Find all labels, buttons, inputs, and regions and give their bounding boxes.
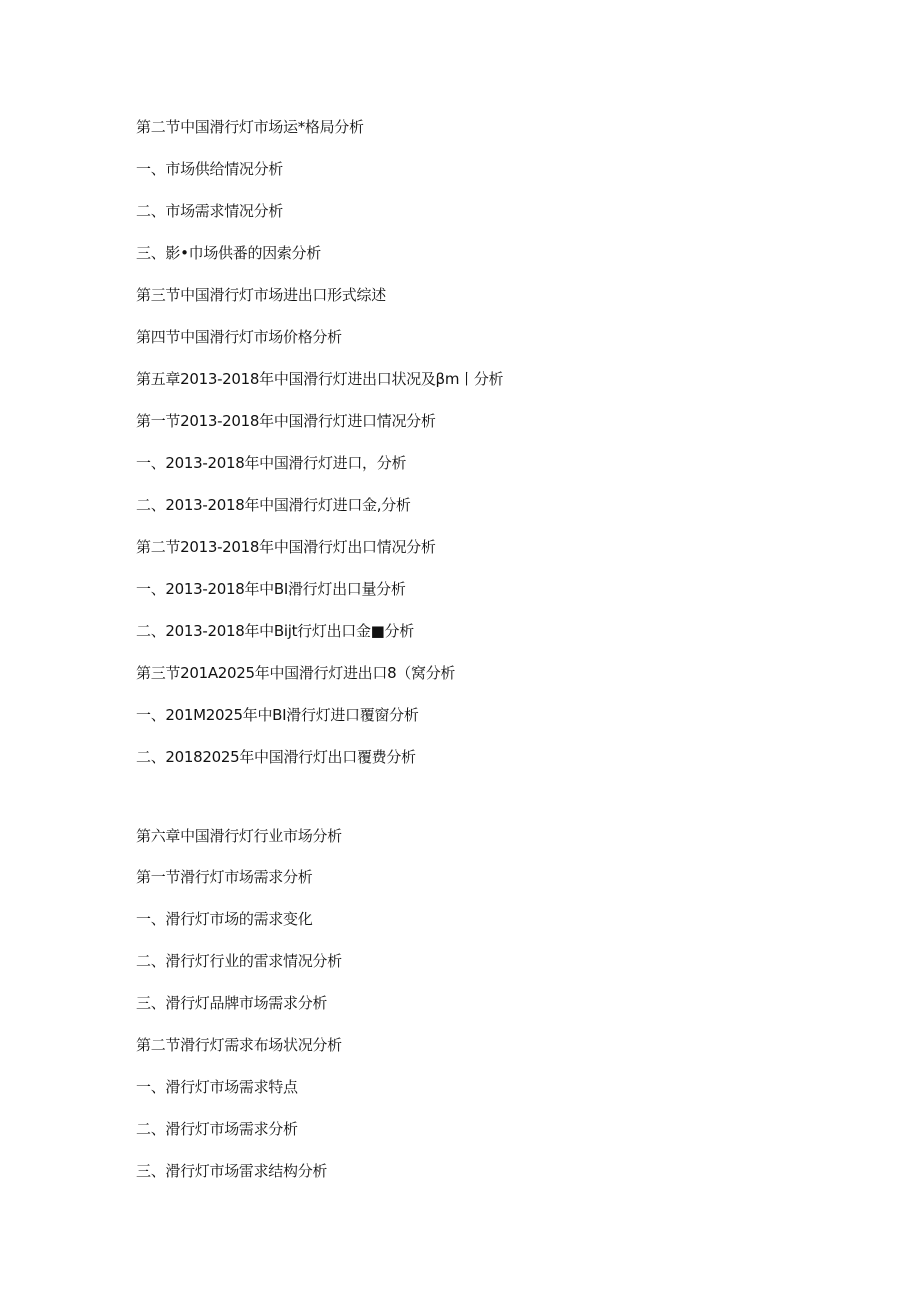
toc-line: 第六章中国滑行灯行业市场分析 [136,827,342,845]
toc-line: 第五章2013-2018年中国滑行灯进出口状况及βm丨分析 [136,370,504,388]
toc-line: 二、滑行灯市场需求分析 [136,1120,298,1138]
toc-line: 三、滑行灯市场雷求结构分析 [136,1162,328,1180]
toc-line: 二、20182025年中国滑行灯出口覆费分析 [136,748,416,766]
toc-line: 二、2013-2018年中国滑行灯进口金,分析 [136,496,411,514]
toc-line: 第三节中国滑行灯市场进出口形式综述 [136,286,386,304]
toc-line: 三、影•巾场供番的因索分析 [136,244,321,262]
toc-line: 一、2013-2018年中BI滑行灯出口量分析 [136,580,406,598]
toc-line: 第一节滑行灯市场需求分析 [136,868,313,886]
toc-line: 二、市场需求情况分析 [136,202,284,220]
toc-line: 三、滑行灯品牌市场需求分析 [136,994,328,1012]
toc-line: 第二节中国滑行灯市场运*格局分析 [136,118,364,136]
toc-line: 第二节滑行灯需求布场状况分析 [136,1036,342,1054]
toc-line: 第三节201A2025年中国滑行灯进出口8（窝分析 [136,664,456,682]
toc-line: 第一节2013-2018年中国滑行灯进口情况分析 [136,412,436,430]
toc-line: 一、2013-2018年中国滑行灯进口，分析 [136,454,407,472]
toc-line: 第四节中国滑行灯市场价格分析 [136,328,342,346]
toc-line: 一、滑行灯市场的需求变化 [136,910,313,928]
toc-line: 一、201M2025年中BI滑行灯进口覆窗分析 [136,706,419,724]
toc-line: 二、2013-2018年中Bijt行灯出口金■分析 [136,622,414,640]
toc-line: 第二节2013-2018年中国滑行灯出口情况分析 [136,538,436,556]
toc-line: 一、滑行灯市场需求特点 [136,1078,298,1096]
toc-line: 一、市场供给情况分析 [136,160,284,178]
toc-line: 二、滑行灯行业的雷求情况分析 [136,952,342,970]
